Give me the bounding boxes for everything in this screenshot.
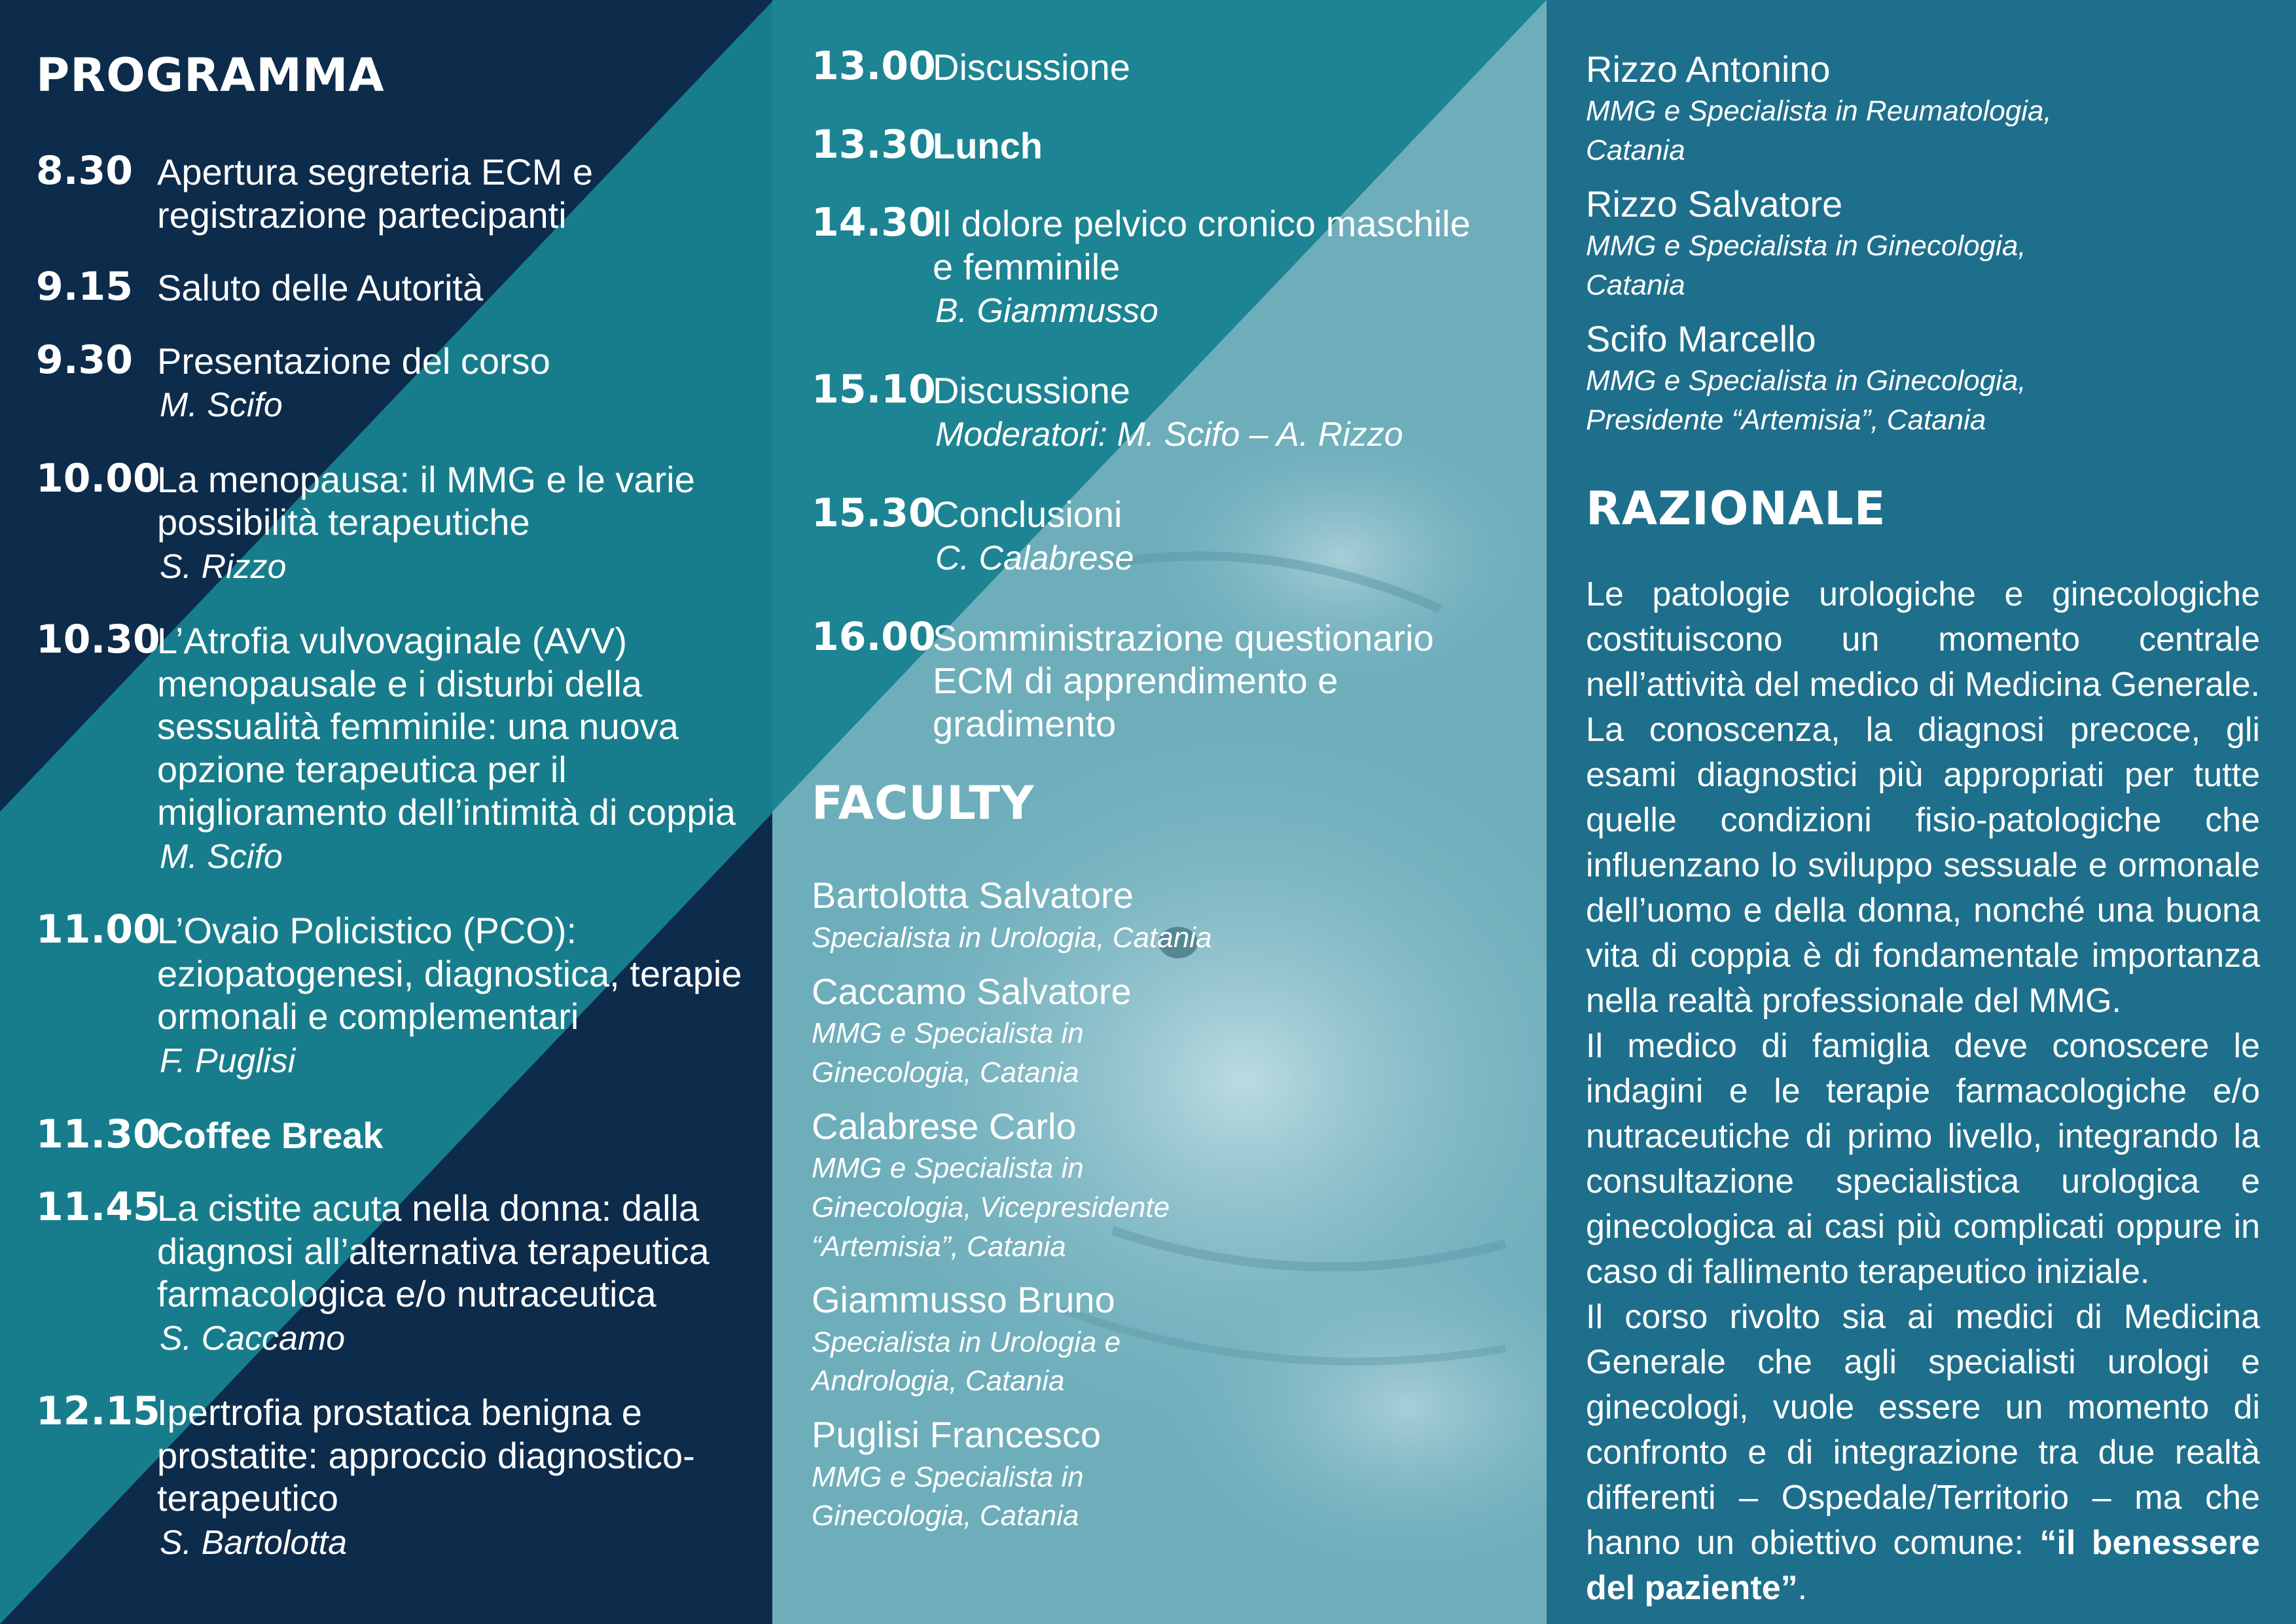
faculty-member bbox=[812, 1278, 1547, 1401]
schedule-body bbox=[933, 493, 1489, 581]
razionale-body bbox=[1586, 572, 2296, 1611]
programma-title: PROGRAMMA bbox=[36, 48, 385, 102]
programma-list bbox=[36, 148, 772, 1565]
faculty-name: Rizzo Antonino bbox=[1586, 48, 1831, 90]
schedule-time: 11.30 bbox=[36, 1111, 160, 1157]
schedule-time: 10.00 bbox=[36, 455, 160, 501]
schedule-item bbox=[36, 1388, 772, 1565]
schedule-title: La cistite acuta nella donna: dalla diagnosi all’alternativa terapeutica farmacologica e/o nutraceutica bbox=[157, 1187, 709, 1315]
razionale-title: RAZIONALE bbox=[1586, 481, 1886, 535]
razionale-last-end: . bbox=[1797, 1568, 1808, 1607]
schedule-title: Coffee Break bbox=[157, 1114, 384, 1156]
schedule-speaker: Moderatori: M. Scifo – A. Rizzo bbox=[935, 416, 1403, 454]
faculty-name: Scifo Marcello bbox=[1586, 317, 1816, 359]
schedule-title: L’Atrofia vulvovaginale (AVV) menopausale e i disturbi della sessualità femminile: una nuova opzione terapeutica per il miglioramento dell’intimità di coppia bbox=[157, 620, 736, 833]
faculty-role: MMG e Specialista in Ginecologia, Catania bbox=[812, 1460, 1084, 1532]
schedule-item bbox=[36, 909, 772, 1083]
schedule-time: 15.30 bbox=[812, 490, 936, 536]
schedule-item bbox=[36, 148, 772, 236]
faculty-member bbox=[812, 1104, 1547, 1267]
faculty-member bbox=[812, 1413, 1547, 1536]
faculty-name: Bartolotta Salvatore bbox=[812, 875, 1134, 916]
schedule-title: Somministrazione questionario ECM di apprendimento e gradimento bbox=[933, 617, 1434, 744]
faculty-name: Calabrese Carlo bbox=[812, 1105, 1077, 1147]
razionale-paragraph: Il medico di famiglia deve conoscere le indagini e le terapie farmacologiche e/o nutraceutiche di primo livello, integrando la consultazione specialistica urologica e ginecologica ai casi più complicati oppure in caso di fallimento terapeutico iniziale. bbox=[1586, 1026, 2260, 1291]
schedule-speaker: M. Scifo bbox=[160, 837, 283, 876]
schedule-time: 14.30 bbox=[812, 200, 936, 246]
faculty-name: Caccamo Salvatore bbox=[812, 970, 1132, 1012]
schedule-time: 9.15 bbox=[36, 264, 134, 310]
faculty-list bbox=[812, 873, 1547, 1536]
faculty-member bbox=[812, 969, 1547, 1092]
schedule-title: Ipertrofia prostatica benigna e prostatite: approccio diagnostico-terapeutico bbox=[157, 1392, 695, 1519]
schedule-item bbox=[36, 1111, 772, 1157]
faculty-name: Giammusso Bruno bbox=[812, 1279, 1115, 1321]
schedule-title: L’Ovaio Policistico (PCO): eziopatogenesi, diagnostica, terapie ormonali e complementari bbox=[157, 910, 742, 1038]
faculty-role: Specialista in Urologia, Catania bbox=[812, 921, 1212, 954]
programma-panel bbox=[0, 0, 772, 1624]
faculty-member bbox=[1586, 317, 2296, 440]
schedule-title: Lunch bbox=[933, 124, 1043, 166]
faculty-member bbox=[812, 873, 1547, 957]
schedule-body bbox=[157, 1391, 772, 1565]
schedule-body bbox=[933, 46, 1489, 89]
schedule-title: Saluto delle Autorità bbox=[157, 267, 484, 309]
schedule-body bbox=[157, 458, 772, 590]
razionale-highlight: “il benessere del paziente” bbox=[1586, 1523, 2261, 1607]
schedule-title: Apertura segreteria ECM e registrazione partecipanti bbox=[157, 151, 594, 236]
schedule-body bbox=[157, 266, 772, 310]
schedule-body bbox=[157, 619, 772, 879]
programma-continued-list bbox=[812, 43, 1547, 745]
schedule-speaker: B. Giammusso bbox=[935, 292, 1158, 331]
faculty-role: MMG e Specialista in Ginecologia, Catania bbox=[812, 1017, 1084, 1089]
schedule-title: La menopausa: il MMG e le varie possibilità terapeutiche bbox=[157, 458, 695, 543]
schedule-time: 11.00 bbox=[36, 907, 160, 953]
faculty-name: Puglisi Francesco bbox=[812, 1414, 1101, 1456]
schedule-time: 16.00 bbox=[812, 613, 936, 660]
schedule-item bbox=[812, 43, 1547, 89]
razionale-last-text: Il corso rivolto sia ai medici di Medicina Generale che agli specialisti urologi e ginecologi, vuole essere un momento di confronto e di integrazione tra due realtà differenti – Ospedale/Territorio – ma che hanno un obiettivo comune: bbox=[1586, 1297, 2260, 1562]
schedule-body bbox=[157, 909, 772, 1083]
schedule-body bbox=[157, 151, 772, 236]
schedule-item bbox=[812, 490, 1547, 581]
schedule-item bbox=[812, 202, 1547, 334]
schedule-title: Il dolore pelvico cronico maschile e femminile bbox=[933, 203, 1471, 287]
schedule-body bbox=[933, 202, 1489, 334]
faculty-list-continued bbox=[1586, 47, 2296, 440]
schedule-item bbox=[36, 1184, 772, 1361]
schedule-speaker: C. Calabrese bbox=[935, 539, 1134, 578]
schedule-time: 12.15 bbox=[36, 1388, 160, 1435]
schedule-item bbox=[36, 266, 772, 310]
schedule-title: Discussione bbox=[933, 46, 1130, 88]
schedule-time: 15.10 bbox=[812, 366, 936, 412]
schedule-time: 9.30 bbox=[36, 336, 134, 383]
faculty-role: MMG e Specialista in Reumatologia, Catania bbox=[1586, 95, 2052, 167]
schedule-item bbox=[812, 366, 1547, 458]
schedule-item bbox=[36, 336, 772, 428]
faculty-role: MMG e Specialista in Ginecologia, Vicepresidente “Artemisia”, Catania bbox=[812, 1151, 1170, 1263]
schedule-speaker: S. Bartolotta bbox=[160, 1523, 348, 1562]
faculty-role: MMG e Specialista in Ginecologia, Catania bbox=[1586, 230, 2026, 302]
programma-continued-panel bbox=[772, 0, 1547, 1624]
schedule-item bbox=[812, 613, 1547, 746]
schedule-body bbox=[157, 340, 772, 428]
faculty-member bbox=[1586, 47, 2296, 170]
faculty-member bbox=[1586, 182, 2296, 305]
faculty-title: FACULTY bbox=[812, 776, 1035, 831]
schedule-speaker: F. Puglisi bbox=[160, 1042, 296, 1080]
schedule-time: 10.30 bbox=[36, 617, 160, 663]
schedule-item bbox=[812, 121, 1547, 168]
schedule-speaker: S. Caccamo bbox=[160, 1319, 346, 1358]
schedule-body bbox=[157, 1187, 772, 1361]
faculty-role: Specialista in Urologia e Andrologia, Catania bbox=[812, 1326, 1121, 1398]
razionale-paragraph: Le patologie urologiche e ginecologiche costituiscono un momento centrale nell’attività del medico di Medicina Generale. La conoscenza, la diagnosi precoce, gli esami diagnostici più appropriati per tutte quelle condizioni fisio-patologiche che influenzano lo sviluppo sessuale e ormonale dell’uomo e della donna, nonché una buona vita di coppia è di fondamentale importanza nella realtà professionale del MMG. bbox=[1586, 575, 2260, 1020]
faculty-razionale-panel bbox=[1547, 0, 2296, 1624]
schedule-time: 8.30 bbox=[36, 148, 134, 194]
schedule-body bbox=[157, 1114, 772, 1157]
schedule-title: Discussione bbox=[933, 369, 1130, 411]
schedule-speaker: S. Rizzo bbox=[160, 547, 287, 586]
schedule-speaker: M. Scifo bbox=[160, 386, 283, 425]
schedule-time: 13.30 bbox=[812, 121, 936, 168]
schedule-title: Conclusioni bbox=[933, 493, 1122, 535]
schedule-item bbox=[36, 455, 772, 590]
schedule-title: Presentazione del corso bbox=[157, 340, 550, 382]
faculty-name: Rizzo Salvatore bbox=[1586, 183, 1843, 225]
schedule-time: 13.00 bbox=[812, 43, 936, 89]
razionale-paragraph bbox=[1586, 1295, 2260, 1611]
faculty-role: MMG e Specialista in Ginecologia, Presidente “Artemisia”, Catania bbox=[1586, 365, 2026, 437]
schedule-body bbox=[933, 617, 1489, 746]
schedule-item bbox=[36, 619, 772, 879]
schedule-body bbox=[933, 124, 1489, 168]
schedule-body bbox=[933, 369, 1489, 458]
schedule-time: 11.45 bbox=[36, 1184, 160, 1231]
